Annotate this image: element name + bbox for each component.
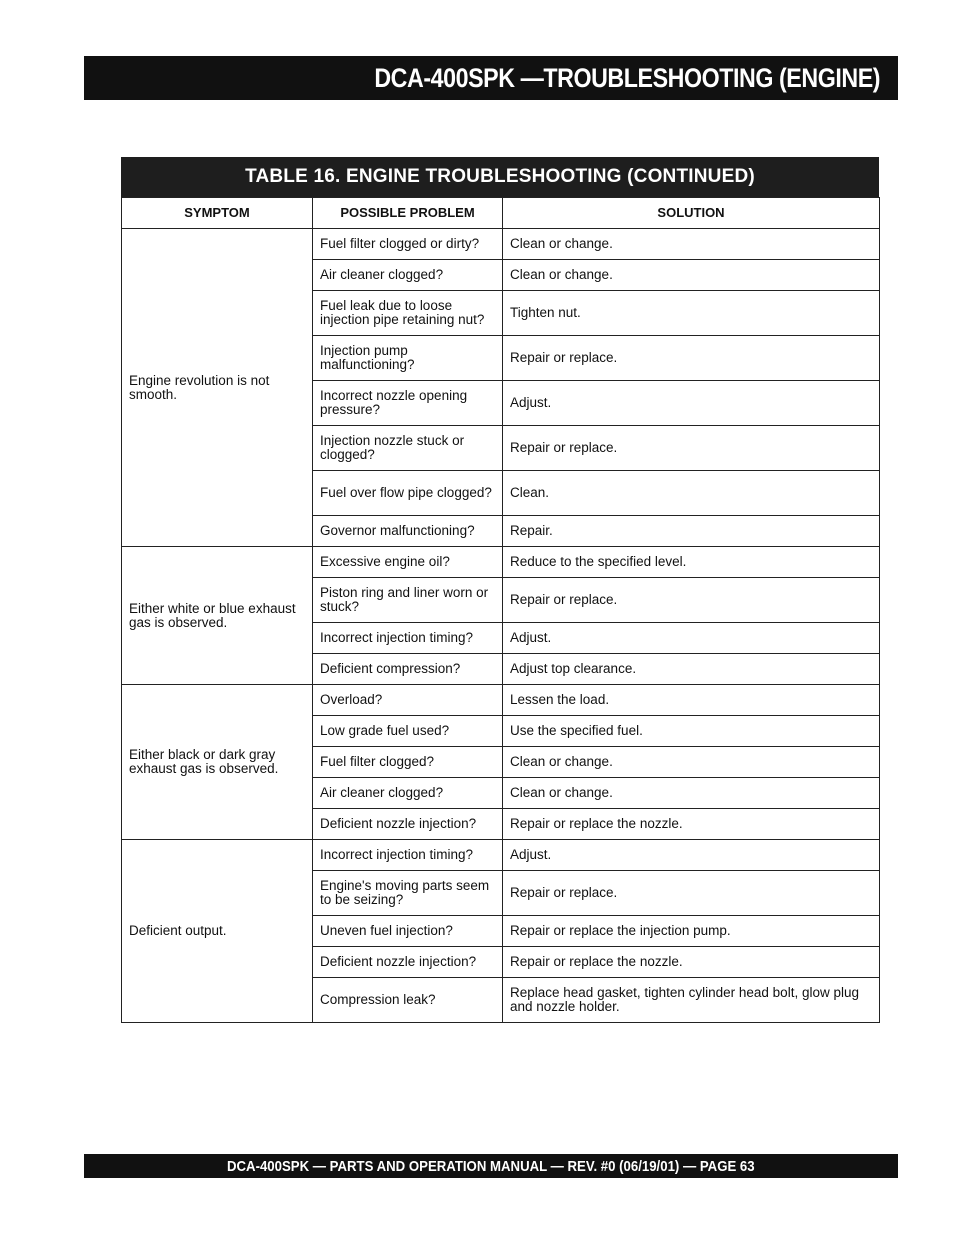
- problem-cell: Piston ring and liner worn or stuck?: [313, 578, 503, 623]
- problem-cell: Incorrect injection timing?: [313, 623, 503, 654]
- solution-cell: Replace head gasket, tighten cylinder head bolt, glow plug and nozzle holder.: [503, 978, 880, 1023]
- page-header-bar: [84, 56, 898, 100]
- symptom-cell: Either white or blue exhaust gas is observed.: [122, 547, 313, 685]
- problem-cell: Injection nozzle stuck or clogged?: [313, 426, 503, 471]
- solution-cell: Tighten nut.: [503, 291, 880, 336]
- problem-cell: Fuel leak due to loose injection pipe retaining nut?: [313, 291, 503, 336]
- problem-cell: Uneven fuel injection?: [313, 916, 503, 947]
- solution-cell: Adjust.: [503, 840, 880, 871]
- problem-cell: Engine's moving parts seem to be seizing?: [313, 871, 503, 916]
- symptom-cell: Deficient output.: [122, 840, 313, 1023]
- solution-cell: Repair.: [503, 516, 880, 547]
- table-header-row: [122, 198, 880, 229]
- solution-cell: Reduce to the specified level.: [503, 547, 880, 578]
- table-caption: TABLE 16. ENGINE TROUBLESHOOTING (CONTINUED): [121, 157, 879, 197]
- page-footer-bar: [84, 1154, 898, 1178]
- solution-cell: Repair or replace the injection pump.: [503, 916, 880, 947]
- problem-cell: Injection pump malfunctioning?: [313, 336, 503, 381]
- problem-cell: Incorrect nozzle opening pressure?: [313, 381, 503, 426]
- problem-cell: Air cleaner clogged?: [313, 778, 503, 809]
- problem-cell: Low grade fuel used?: [313, 716, 503, 747]
- table-row: [122, 547, 880, 578]
- solution-cell: Clean or change.: [503, 747, 880, 778]
- problem-cell: Incorrect injection timing?: [313, 840, 503, 871]
- problem-cell: Deficient nozzle injection?: [313, 809, 503, 840]
- solution-cell: Repair or replace.: [503, 871, 880, 916]
- troubleshooting-table: [121, 197, 880, 1023]
- symptom-cell: Either black or dark gray exhaust gas is observed.: [122, 685, 313, 840]
- problem-cell: Overload?: [313, 685, 503, 716]
- solution-cell: Repair or replace.: [503, 336, 880, 381]
- problem-cell: Fuel filter clogged?: [313, 747, 503, 778]
- solution-cell: Clean.: [503, 471, 880, 516]
- problem-cell: Deficient nozzle injection?: [313, 947, 503, 978]
- table-row: [122, 840, 880, 871]
- problem-cell: Governor malfunctioning?: [313, 516, 503, 547]
- troubleshooting-table-container: [121, 157, 879, 1023]
- solution-cell: Clean or change.: [503, 229, 880, 260]
- problem-cell: Fuel over flow pipe clogged?: [313, 471, 503, 516]
- column-header-solution: SOLUTION: [503, 198, 880, 229]
- solution-cell: Repair or replace.: [503, 578, 880, 623]
- problem-cell: Deficient compression?: [313, 654, 503, 685]
- solution-cell: Repair or replace the nozzle.: [503, 809, 880, 840]
- problem-cell: Excessive engine oil?: [313, 547, 503, 578]
- page-title: DCA-400SPK —TROUBLESHOOTING (ENGINE): [374, 62, 880, 93]
- page-footer-text: DCA-400SPK — PARTS AND OPERATION MANUAL — REV. #0 (06/19/01) — PAGE 63: [227, 1157, 755, 1175]
- solution-cell: Use the specified fuel.: [503, 716, 880, 747]
- problem-cell: Fuel filter clogged or dirty?: [313, 229, 503, 260]
- solution-cell: Lessen the load.: [503, 685, 880, 716]
- problem-cell: Compression leak?: [313, 978, 503, 1023]
- solution-cell: Clean or change.: [503, 778, 880, 809]
- solution-cell: Adjust top clearance.: [503, 654, 880, 685]
- solution-cell: Adjust.: [503, 381, 880, 426]
- symptom-cell: Engine revolution is not smooth.: [122, 229, 313, 547]
- table-row: [122, 229, 880, 260]
- solution-cell: Repair or replace.: [503, 426, 880, 471]
- problem-cell: Air cleaner clogged?: [313, 260, 503, 291]
- column-header-possible-problem: POSSIBLE PROBLEM: [313, 198, 503, 229]
- solution-cell: Repair or replace the nozzle.: [503, 947, 880, 978]
- solution-cell: Clean or change.: [503, 260, 880, 291]
- table-row: [122, 685, 880, 716]
- solution-cell: Adjust.: [503, 623, 880, 654]
- column-header-symptom: SYMPTOM: [122, 198, 313, 229]
